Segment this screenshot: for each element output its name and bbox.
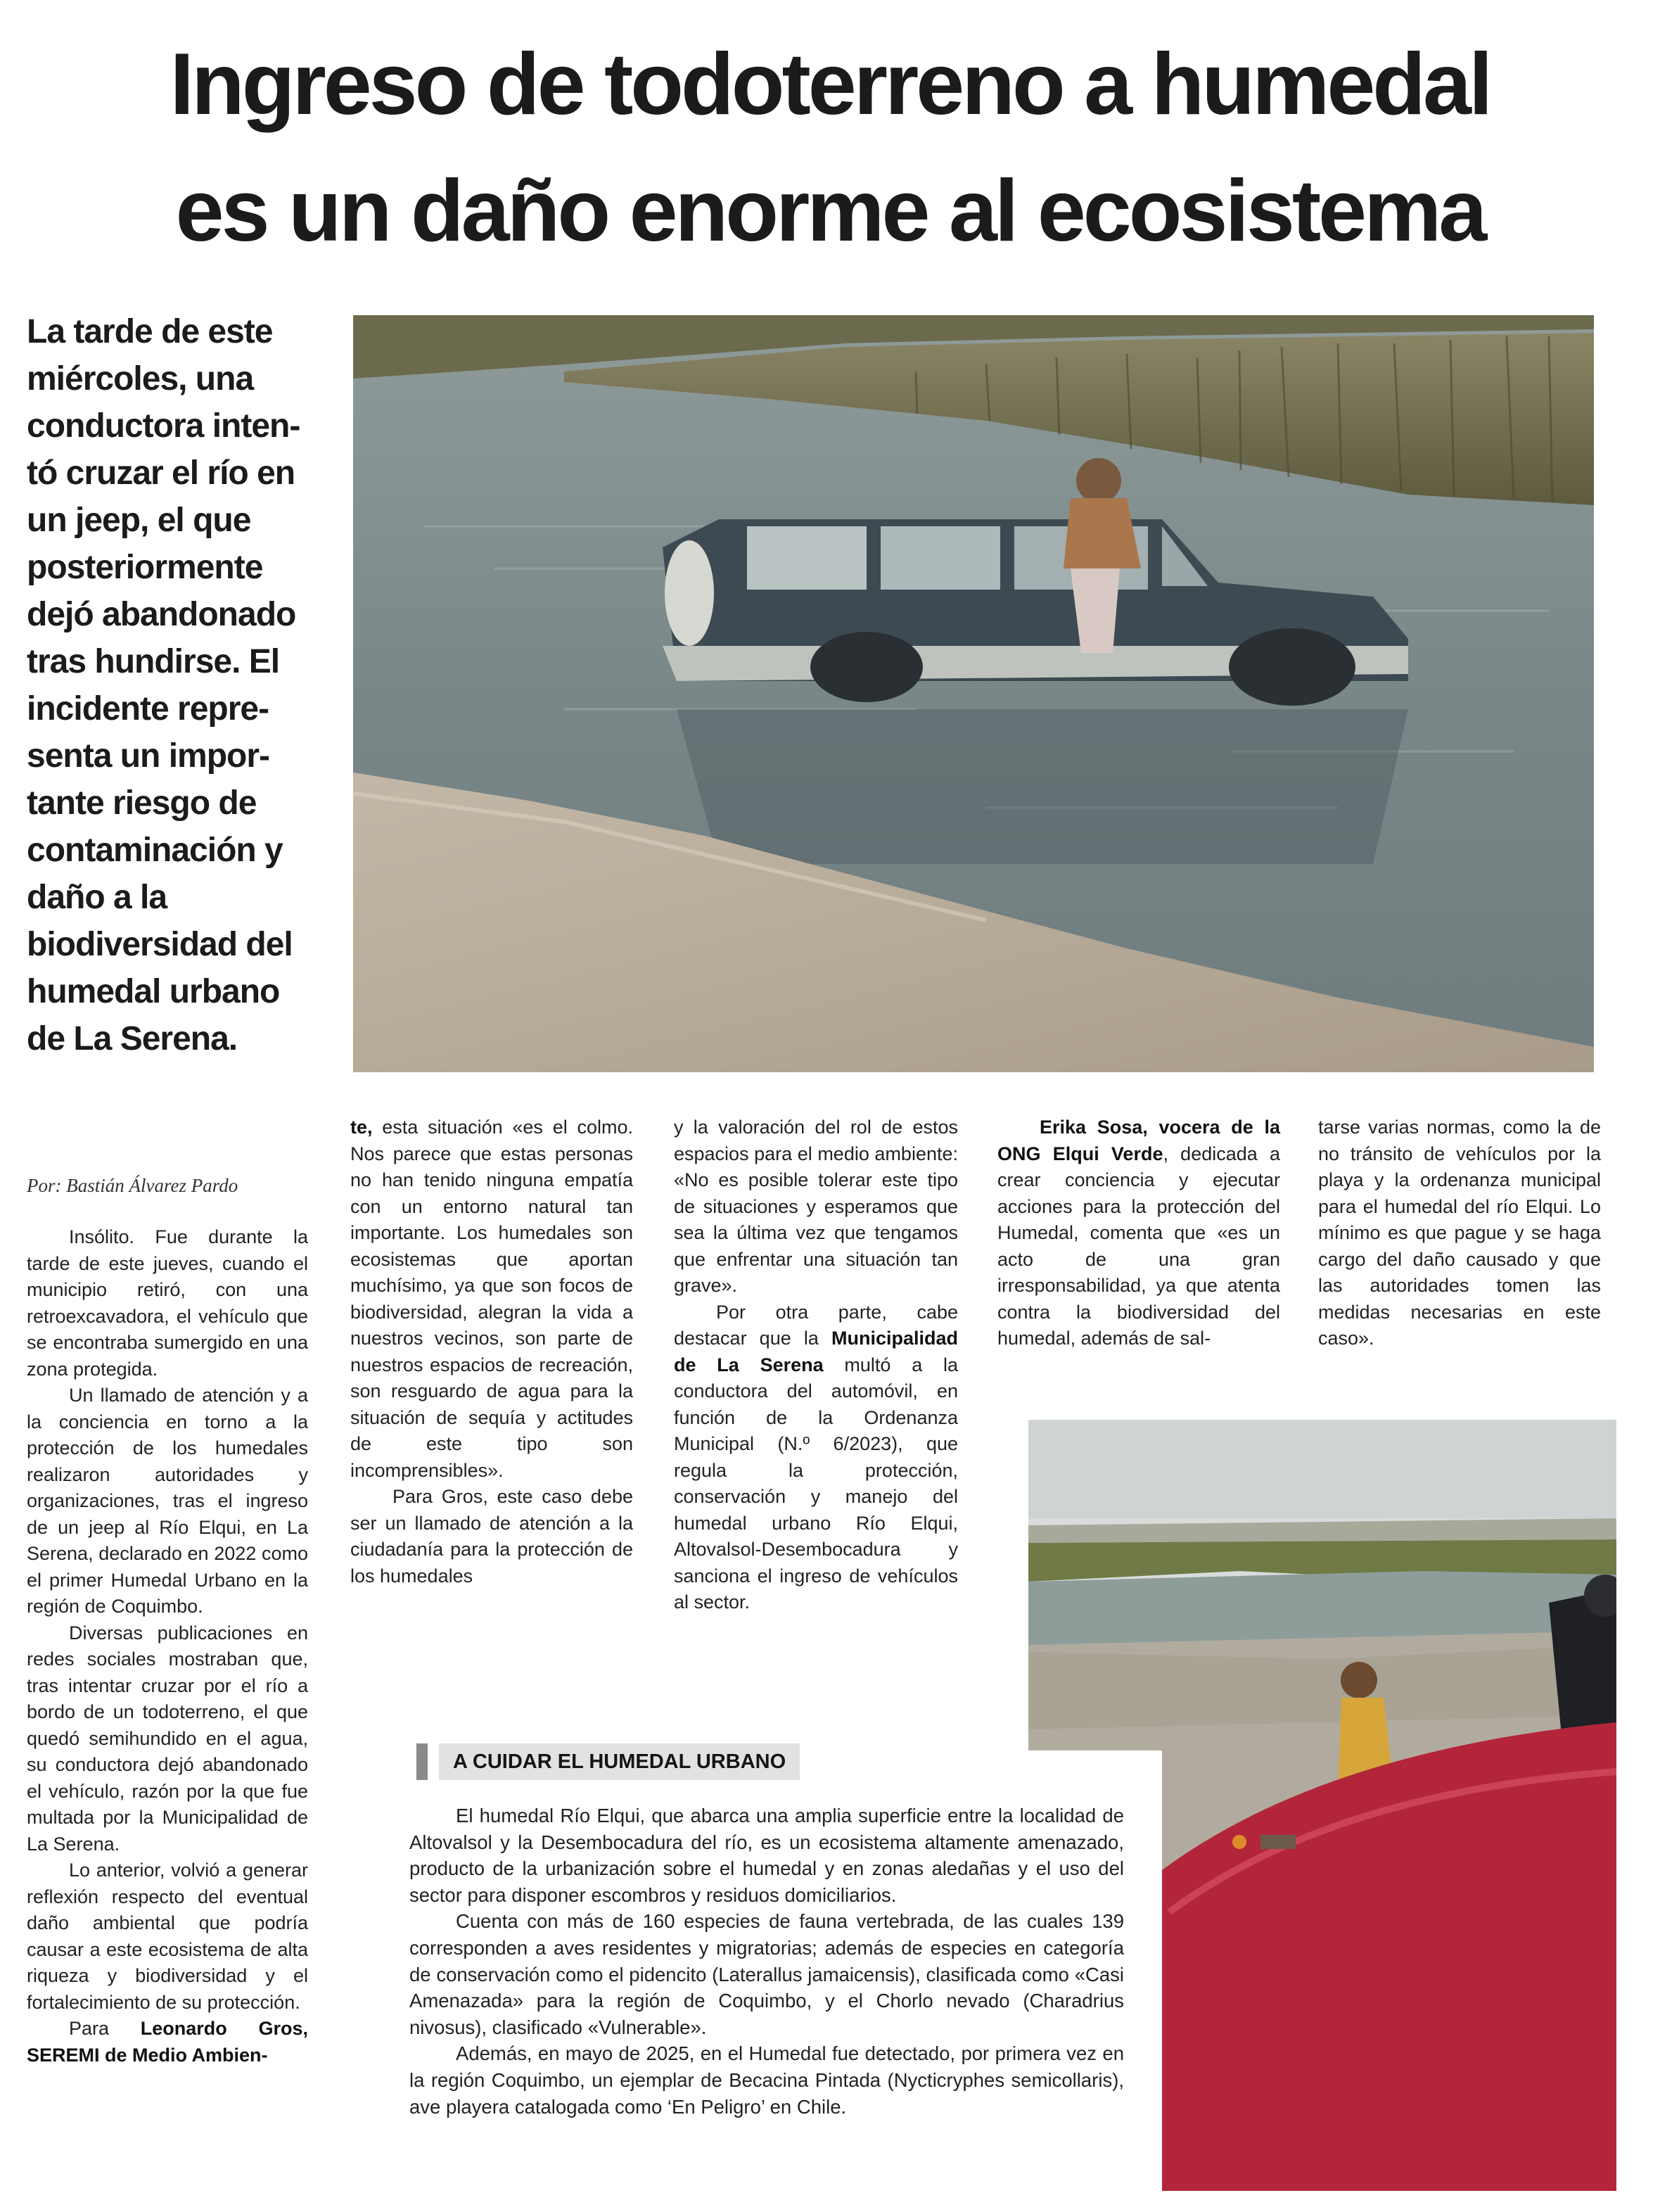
article-column-3 bbox=[674, 1114, 958, 1616]
article-column-4 bbox=[997, 1114, 1280, 1352]
headline bbox=[56, 21, 1604, 274]
text-span: multó a la conductora del automóvil, en función de la Ordenanza Municipal (N.º 6/2023), que regula la protección, conservación y manejo del humedal urbano Río Elqui, Altovalsol-Desembocadura y sanciona el ingreso de vehículos al sector. bbox=[674, 1354, 958, 1613]
lead-line: miércoles, una bbox=[27, 360, 254, 398]
text-span: Para bbox=[69, 2018, 110, 2039]
text-span: Por otra parte, cabe destacar que la bbox=[674, 1301, 958, 1349]
paragraph: y la valoración del rol de estos espacios para el medio ambiente: «No es posible tolerar este tipo de situaciones y esperamos que sea la última vez que tengamos que enfrentar una situación tan grave». bbox=[674, 1117, 958, 1296]
photo-jeep-in-river bbox=[353, 315, 1594, 1072]
sidebar-box-title: A CUIDAR EL HUMEDAL URBANO bbox=[439, 1743, 800, 1780]
source-name: Leonardo Gros, SEREMI de Medio Ambien- bbox=[27, 2018, 308, 2066]
article-column-5 bbox=[1318, 1114, 1601, 1352]
paragraph: Insólito. Fue durante la tarde de este jueves, cuando el municipio retiró, con una retroexcavadora, el vehículo que se encontraba sumergido en una zona protegida. bbox=[27, 1226, 308, 1380]
paragraph: Además, en mayo de 2025, en el Humedal fue detectado, por primera vez en la región Coquimbo, un ejemplar de Becacina Pintada (Nycticryphes semicollaris), ave playera catalogada como ‘En Peligro’ en Chile. bbox=[409, 2042, 1124, 2118]
paragraph bbox=[674, 1299, 958, 1616]
lead-line: tó cruzar el río en bbox=[27, 455, 295, 492]
lead-line: La tarde de este bbox=[27, 313, 273, 350]
headline-line-2: es un daño enorme al ecosistema bbox=[175, 163, 1485, 260]
lead-line: un jeep, el que bbox=[27, 502, 251, 539]
paragraph bbox=[27, 2016, 308, 2068]
lead-line: conductora inten- bbox=[27, 407, 300, 445]
lead-line: biodiversidad del bbox=[27, 926, 293, 963]
paragraph bbox=[997, 1114, 1280, 1352]
lead-line: tras hundirse. El bbox=[27, 643, 280, 680]
sidebar-box-text bbox=[409, 1803, 1124, 2120]
article-column-2 bbox=[350, 1114, 633, 1589]
lead-line: daño a la bbox=[27, 879, 167, 916]
lead-line: senta un impor- bbox=[27, 737, 270, 775]
text-bold: Municipalidad de La Serena bbox=[674, 1328, 958, 1375]
article-column-1 bbox=[27, 1224, 308, 2068]
lead-line: humedal urbano bbox=[27, 973, 280, 1010]
source-name: Erika Sosa, vocera de la ONG Elqui Verde bbox=[997, 1117, 1280, 1164]
paragraph: El humedal Río Elqui, que abarca una amplia superficie entre la localidad de Altovalsol y la Desembocadura del río, es un ecosistema altamente amenazado, producto de la urbanización sobre el humedal y en zonas aledañas y el uso del sector para disponer escombros y residuos domiciliarios. bbox=[409, 1805, 1124, 1906]
lead-line: dejó abandonado bbox=[27, 596, 296, 633]
lead-line: tante riesgo de bbox=[27, 784, 257, 822]
text-bold: te, bbox=[350, 1117, 373, 1138]
paragraph: Lo anterior, volvió a generar reflexión respecto del eventual daño ambiental que podría causar a este ecosistema de alta riqueza y biodiversidad y el fortalecimiento de su protección. bbox=[27, 1860, 308, 2013]
headline-line-1: Ingreso de todoterreno a humedal bbox=[170, 36, 1490, 133]
sidebar-box-heading bbox=[416, 1743, 800, 1780]
paragraph: Un llamado de atención y a la conciencia en torno a la protección de los humedales realizaron autoridades y organizaciones, tras el ingreso de un jeep al Río Elqui, en La Serena, declarado en 2022 como el primer Humedal Urbano en la región de Coquimbo. bbox=[27, 1385, 308, 1617]
jeep-photo-illustration bbox=[353, 315, 1594, 1072]
lead-line: contaminación y bbox=[27, 832, 283, 869]
lead-line: de La Serena. bbox=[27, 1020, 238, 1057]
lead-paragraph bbox=[27, 308, 322, 1062]
heading-bar bbox=[416, 1743, 428, 1780]
paragraph bbox=[350, 1114, 633, 1484]
byline: Por: Bastián Álvarez Pardo bbox=[27, 1175, 238, 1196]
paragraph: Para Gros, este caso debe ser un llamado de atención a la ciudadanía para la protección de los humedales bbox=[350, 1486, 633, 1587]
text-span: , dedicada a crear conciencia y ejecutar acciones para la protección del Humedal, comenta que «es un acto de una gran irresponsabilidad, ya que atenta contra la biodiversidad del humedal, además de sal- bbox=[997, 1143, 1280, 1349]
text-span: esta situación «es el colmo. Nos parece que estas personas no han tenido ninguna empatía con un entorno natural tan importante. Los humedales son ecosistemas que aportan muchísimo, ya que son focos de biodiversidad, alegran la vida a nuestros vecinos, son parte de nuestros espacios de recreación, son resguardo de agua para la situación de sequía y actitudes de este tipo son incomprensibles». bbox=[350, 1117, 633, 1481]
lead-line: incidente repre- bbox=[27, 690, 269, 727]
paragraph: Cuenta con más de 160 especies de fauna vertebrada, de las cuales 139 corresponden a aves residentes y migratorias; además de especies en categoría de conservación como el pidencito (Laterallus jamaicensis), clasificada como «Casi Amenazada» para la región de Coquimbo, y el Chorlo nevado (Charadrius nivosus), clasificado «Vulnerable». bbox=[409, 1910, 1124, 2038]
paragraph: tarse varias normas, como la de no tránsito de vehículos por la playa y la ordenanza municipal para el humedal del río Elqui. Lo mínimo es que pague y se haga cargo del daño causado y que las autoridades tomen las medidas necesarias en este caso». bbox=[1318, 1117, 1601, 1349]
paragraph: Diversas publicaciones en redes sociales mostraban que, tras intentar cruzar por el río a bordo de un todoterreno, el que quedó semihundido en el agua, su conductora dejó abandonado el vehículo, razón por la que fue multada por la Municipalidad de La Serena. bbox=[27, 1622, 308, 1855]
lead-line: posteriormente bbox=[27, 549, 263, 586]
